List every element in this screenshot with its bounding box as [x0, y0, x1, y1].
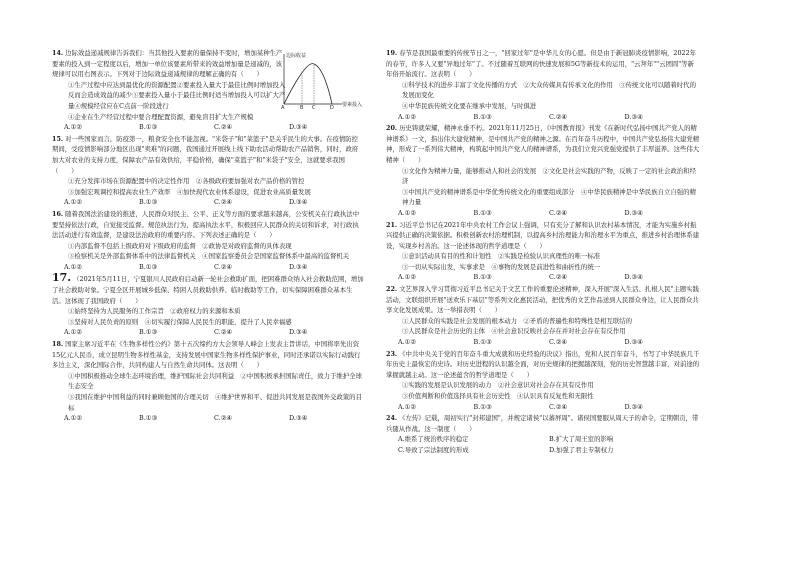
- question-stem: 历史铸就荣耀，精神永垂不朽。2021年11月25日，《中国教育报》刊发《在新时代弘扬中国共产党人的精神谱系》一文，指出伟大建党精神，是中国共产党的精神之源。在百年奋斗历程中，中国共产党弘扬伟大建党精神，形成了一系列伟大精神，构筑起中国共产党人的精神谱系，为我们立党兴党强党提供了丰厚滋养。这些伟大精神（ ）: [386, 124, 700, 164]
- option-c[interactable]: C.导致了宗法制度的形成: [398, 445, 469, 454]
- option-c[interactable]: C.②④: [214, 328, 233, 337]
- question-14-text: [52, 48, 288, 112]
- question-stem: 随着我国法治建设的推进，人民群众对民主、公平、正义等方面的要求越来越高，公安机关在行政执法中要坚持依法行政，自觉接受监督。规范执法行为，提高执法水平，积极回应人民群众的关切和诉求，对行政执法活动进行有效监督，是建设法治政府的重要内容。下列表述正确的是（ ）: [52, 209, 360, 240]
- question-15: [52, 134, 364, 208]
- statements-line: ③价值判断和价值选择具有社会历史性 ④认识具有反复性和无限性: [402, 392, 594, 400]
- question-17: [52, 273, 364, 338]
- statements-line: ①科学技术的进步丰富了文化传播的方式 ②大众传媒具有传承文化的作用 ③传统文化可以随着时代的发展而变化: [402, 80, 696, 100]
- option-c[interactable]: C.②④: [549, 208, 568, 217]
- option-b[interactable]: B.①③: [473, 208, 492, 217]
- statements-line: ①文化作为精神力量，能够推动人和社会的发展 ②文化是社会实践的产物，反映了一定的社会政治和经济: [402, 166, 696, 186]
- question-stem: 《左传》记载，周初实行"封邦建国"，并规定诸侯"以蕃屏周"。诸侯国要服从周天子的命令，定期朝贡，带兵随从作战。这一制度（ ）: [386, 414, 699, 433]
- statements-line: ①意识活动具有目的性和计划性 ②实践是检验认识真理性的唯一标准: [402, 252, 601, 261]
- point-label-b: B: [300, 105, 304, 111]
- question-number: 14.: [52, 49, 64, 57]
- question-20: [386, 123, 700, 218]
- question-number: 24.: [386, 414, 398, 423]
- question-stem: 文艺界深入学习贯彻习近平总书记关于文艺工作的重要论述精神，深入开展"深入生活、扎根人民"主题实践活动，文联组织开展"送欢乐下基层"等系列文化惠民活动，把优秀的文艺作品送到人民群众身边，让人民群众共享文化发展成果。这一举措表明（ ）: [386, 285, 699, 315]
- option-a[interactable]: A.①②: [398, 208, 417, 217]
- option-a[interactable]: A.①②: [64, 198, 83, 207]
- statements-line: ③我国在维护中国利益的同时兼顾他国的合理关切 ④维护世界和平、促进共同发展是我国外交政策的目标: [68, 393, 362, 412]
- option-a[interactable]: A.维系了统治秩序的稳定: [398, 435, 469, 444]
- question-number: 19.: [386, 49, 398, 57]
- curve: [284, 64, 332, 104]
- question-22: [386, 284, 700, 348]
- statements-line: ①实践的发展是认识发展的动力 ②社会意识对社会存在具有反作用: [402, 381, 594, 390]
- question-number: 15.: [52, 134, 64, 143]
- statements-line: ①生产过程中应达到最优化的资源配置②要素投入量大于最佳比例时增加投入反而会造成效益的减少③要素投入量小于最佳比例时适当增加投入可以扩大产量④规模经营应在C点前一阶段进行: [68, 80, 286, 110]
- options-row: [386, 112, 700, 123]
- question-21: [386, 220, 700, 284]
- option-d[interactable]: D.③④: [624, 273, 643, 282]
- right-column: [386, 48, 700, 457]
- question-16: [52, 209, 364, 273]
- options-row: [386, 434, 700, 455]
- question-23: [386, 349, 700, 413]
- option-b[interactable]: B.扩大了周王室的影响: [549, 435, 614, 444]
- option-c[interactable]: C.②④: [214, 123, 233, 132]
- marginal-utility-chart: [276, 50, 372, 112]
- option-c[interactable]: C.②④: [549, 402, 568, 411]
- option-a[interactable]: A.①②: [398, 338, 417, 347]
- statements-line: ①中国积极推动全球生态环境治理，维护国际社会共同利益 ②中国积极承担国际责任，致力于维护全球生态安全: [68, 371, 362, 391]
- question-stem: （2021年5月11日，宁夏银川人民政府启动新一轮社会救助扩面，把困难群众纳入社会救助范围，增加了社会救助对象。宁夏全区开展城乡低保、特困人员救助供养、临时救助等工作，切实保障困难群众基本生活。这体现了我国政府（ ）: [52, 275, 364, 305]
- option-a[interactable]: A.①②: [398, 273, 417, 282]
- statements-line: ③人民群众是社会历史的主体 ④社会意识反映社会存在并对社会存在有反作用: [402, 327, 626, 336]
- statements-line: ①人民群众的实践是社会发展的根本动力 ②矛盾的普遍性和特殊性是相互联结的: [402, 316, 633, 325]
- question-stem: 春节是我国最重要的传统节日之一，"回家过年"是中华儿女的心愿。但是由于新冠肺炎疫情影响，2022年的春节，许多人又要"异地过年"了。不过随着互联网的快速发展和5G等新技术的运用，"云拜年""云团圆"等新年俗开始流行。这表明（ ）: [386, 49, 697, 79]
- option-d[interactable]: D.加强了君主专制权力: [549, 445, 614, 454]
- option-b[interactable]: B.①③: [139, 414, 158, 423]
- options-row: [386, 272, 700, 283]
- question-stem: 习近平总书记在2021年中央农村工作会议上强调，只有充分了解和认识农村基本情况，才能为实施乡村振兴提供正确的决策依据。积极创新农村治理机制，以提高乡村治理能力和治理水平为重点，推进乡村治理体系建设，实现乡村善治。这一论述体现的哲学道理是（ ）: [386, 220, 700, 250]
- statements-line: ③检察机关是外部监督体系中的法律监督机关 ④国家监察委员会是国家监督体系中最高的监督机关: [68, 252, 350, 261]
- question-14: [52, 48, 364, 133]
- option-d[interactable]: D.③④: [289, 328, 308, 337]
- option-c[interactable]: C.②④: [549, 112, 568, 121]
- option-a[interactable]: A.①②: [398, 112, 417, 121]
- question-stem: 边际效益递减规律告诉我们：当其他投入要素的量保持不变时，增加某种生产要素的投入到一定程度以后，增加一单位该要素所带来的效益增加量是递减的，该规律可以用右图表示。下列对于边际效益递减规律的理解正确的有（ ）: [52, 49, 283, 79]
- statements-line: ③中国共产党的精神谱系是中华优秀传统文化的重要组成部分 ④中华民族精神是中华民族自立自强的精神力量: [402, 187, 696, 207]
- option-c[interactable]: C.②④: [549, 338, 568, 347]
- options-row: [52, 197, 364, 208]
- option-d[interactable]: D.③④: [624, 402, 643, 411]
- option-d[interactable]: D.③④: [289, 123, 308, 132]
- question-number: 18.: [52, 340, 64, 349]
- option-b[interactable]: B.①③: [473, 402, 492, 411]
- options-row: [52, 262, 364, 273]
- statements-line: ③一切从实际出发，实事求是 ④事物的发展是前进性和曲折性的统一: [402, 262, 601, 271]
- chart-svg: [276, 50, 372, 112]
- point-label-d: D: [330, 105, 334, 111]
- options-row: [386, 208, 700, 219]
- statements-line: ③加强宏观调控和提高农业生产效率 ④加快现代农业体系建设，促进农业高质量发展: [68, 187, 311, 196]
- y-axis-label: 边际收益: [286, 53, 307, 59]
- option-b[interactable]: B.①③: [473, 112, 492, 121]
- question-number: 17.: [52, 271, 72, 285]
- option-c[interactable]: C.②④: [549, 273, 568, 282]
- x-axis-label: 要素投入: [342, 102, 363, 108]
- statements-line: ①始终坚持为人民服务的工作宗旨 ②政府权力的来源和本质: [68, 307, 241, 316]
- option-a[interactable]: A.①②: [64, 328, 83, 337]
- options-row: [52, 413, 364, 424]
- point-label-c: C: [312, 105, 316, 111]
- option-b[interactable]: B.①③: [473, 338, 492, 347]
- option-d[interactable]: D.③④: [624, 112, 643, 121]
- question-stem: 对一些国家而言，防疫第一，粮食安全也不能忽视。"米袋子"和"菜篮子"是关乎民生的大事。在疫情防控期间，受疫情影响部分地区出现"卖难"的问题，我国通过开展线上线下助农活动帮助农产品销售，同时，政府加大对农业的支持力度，保障农产品有效供给，平稳价格，确保"菜篮子"和"米袋子"安全，这就要求我国（ ）: [52, 134, 359, 175]
- option-d[interactable]: D.③④: [624, 338, 643, 347]
- question-number: 21.: [386, 220, 398, 229]
- options-row: [386, 402, 700, 413]
- question-24: [386, 413, 700, 455]
- question-18: [52, 339, 364, 424]
- left-column: [52, 48, 364, 425]
- option-d[interactable]: D.③④: [624, 208, 643, 217]
- question-number: 20.: [386, 124, 398, 133]
- option-d[interactable]: D.③④: [289, 262, 308, 271]
- question-stem: 《中共中央关于党的百年奋斗重大成就和历史经验的决议》指出，党和人民百年奋斗，书写了中华民族几千年历史上最恢宏的史诗。对历史进程的认识越全面，对历史规律的把握越深刻，党的历史智慧越丰富，对前途的掌握就越主动。这一论述蕴含的哲学道理是（ ）: [386, 349, 700, 379]
- option-c[interactable]: C.②④: [214, 262, 233, 271]
- option-d[interactable]: D.③④: [289, 198, 308, 207]
- options-row: [52, 122, 364, 133]
- options-row: [52, 327, 364, 338]
- option-a[interactable]: A.①②: [64, 262, 83, 271]
- option-b[interactable]: B.①③: [473, 273, 492, 282]
- option-a[interactable]: A.①②: [64, 123, 83, 132]
- statements-line: ①内部监督不包括上级政府对下级政府的监督 ②政协是对政府监督的具体表现: [68, 241, 292, 250]
- option-d[interactable]: D.③④: [289, 414, 308, 423]
- statements-line: ④中华民族传统文化要在继承中发展，与时俱进: [402, 101, 537, 110]
- question-stem: 国家主席习近平在《生物多样性公约》第十五次缔约方大会领导人峰会上发表主旨讲话，中国将率先出资15亿元人民币，成立昆明生物多样性基金，支持发展中国家生物多样性保护事业，同时还承诺以实际行动践行多边主义，深化国际合作，共同构建人与自然生命共同体。这表明（ ）: [52, 340, 361, 370]
- option-c[interactable]: C.②④: [214, 414, 233, 423]
- point-label-a: A: [281, 105, 285, 111]
- option-a[interactable]: A.①②: [398, 402, 417, 411]
- statements-line: ①充分发挥市场在资源配置中的决定性作用 ②各级政府要加强对农产品价格的管控: [68, 177, 305, 186]
- option-a[interactable]: A.①②: [64, 414, 83, 423]
- question-number: 23.: [386, 349, 398, 358]
- option-b[interactable]: B.①③: [139, 123, 158, 132]
- option-b[interactable]: B.①③: [139, 328, 158, 337]
- options-row: [386, 337, 700, 348]
- option-c[interactable]: C.②④: [214, 198, 233, 207]
- question-number: 16.: [52, 209, 64, 218]
- option-b[interactable]: B.①③: [139, 262, 158, 271]
- question-number: 22.: [386, 285, 398, 294]
- statements-line: ④企业在生产经营过程中要合理配置资源，避免盲目扩大生产规模: [68, 112, 254, 121]
- statements-line: ③坚持对人民负责的原则 ④切实履行保障人民民生的职能，提升了人民幸福感: [68, 317, 292, 326]
- question-19: [386, 48, 700, 122]
- option-b[interactable]: B.①③: [139, 198, 158, 207]
